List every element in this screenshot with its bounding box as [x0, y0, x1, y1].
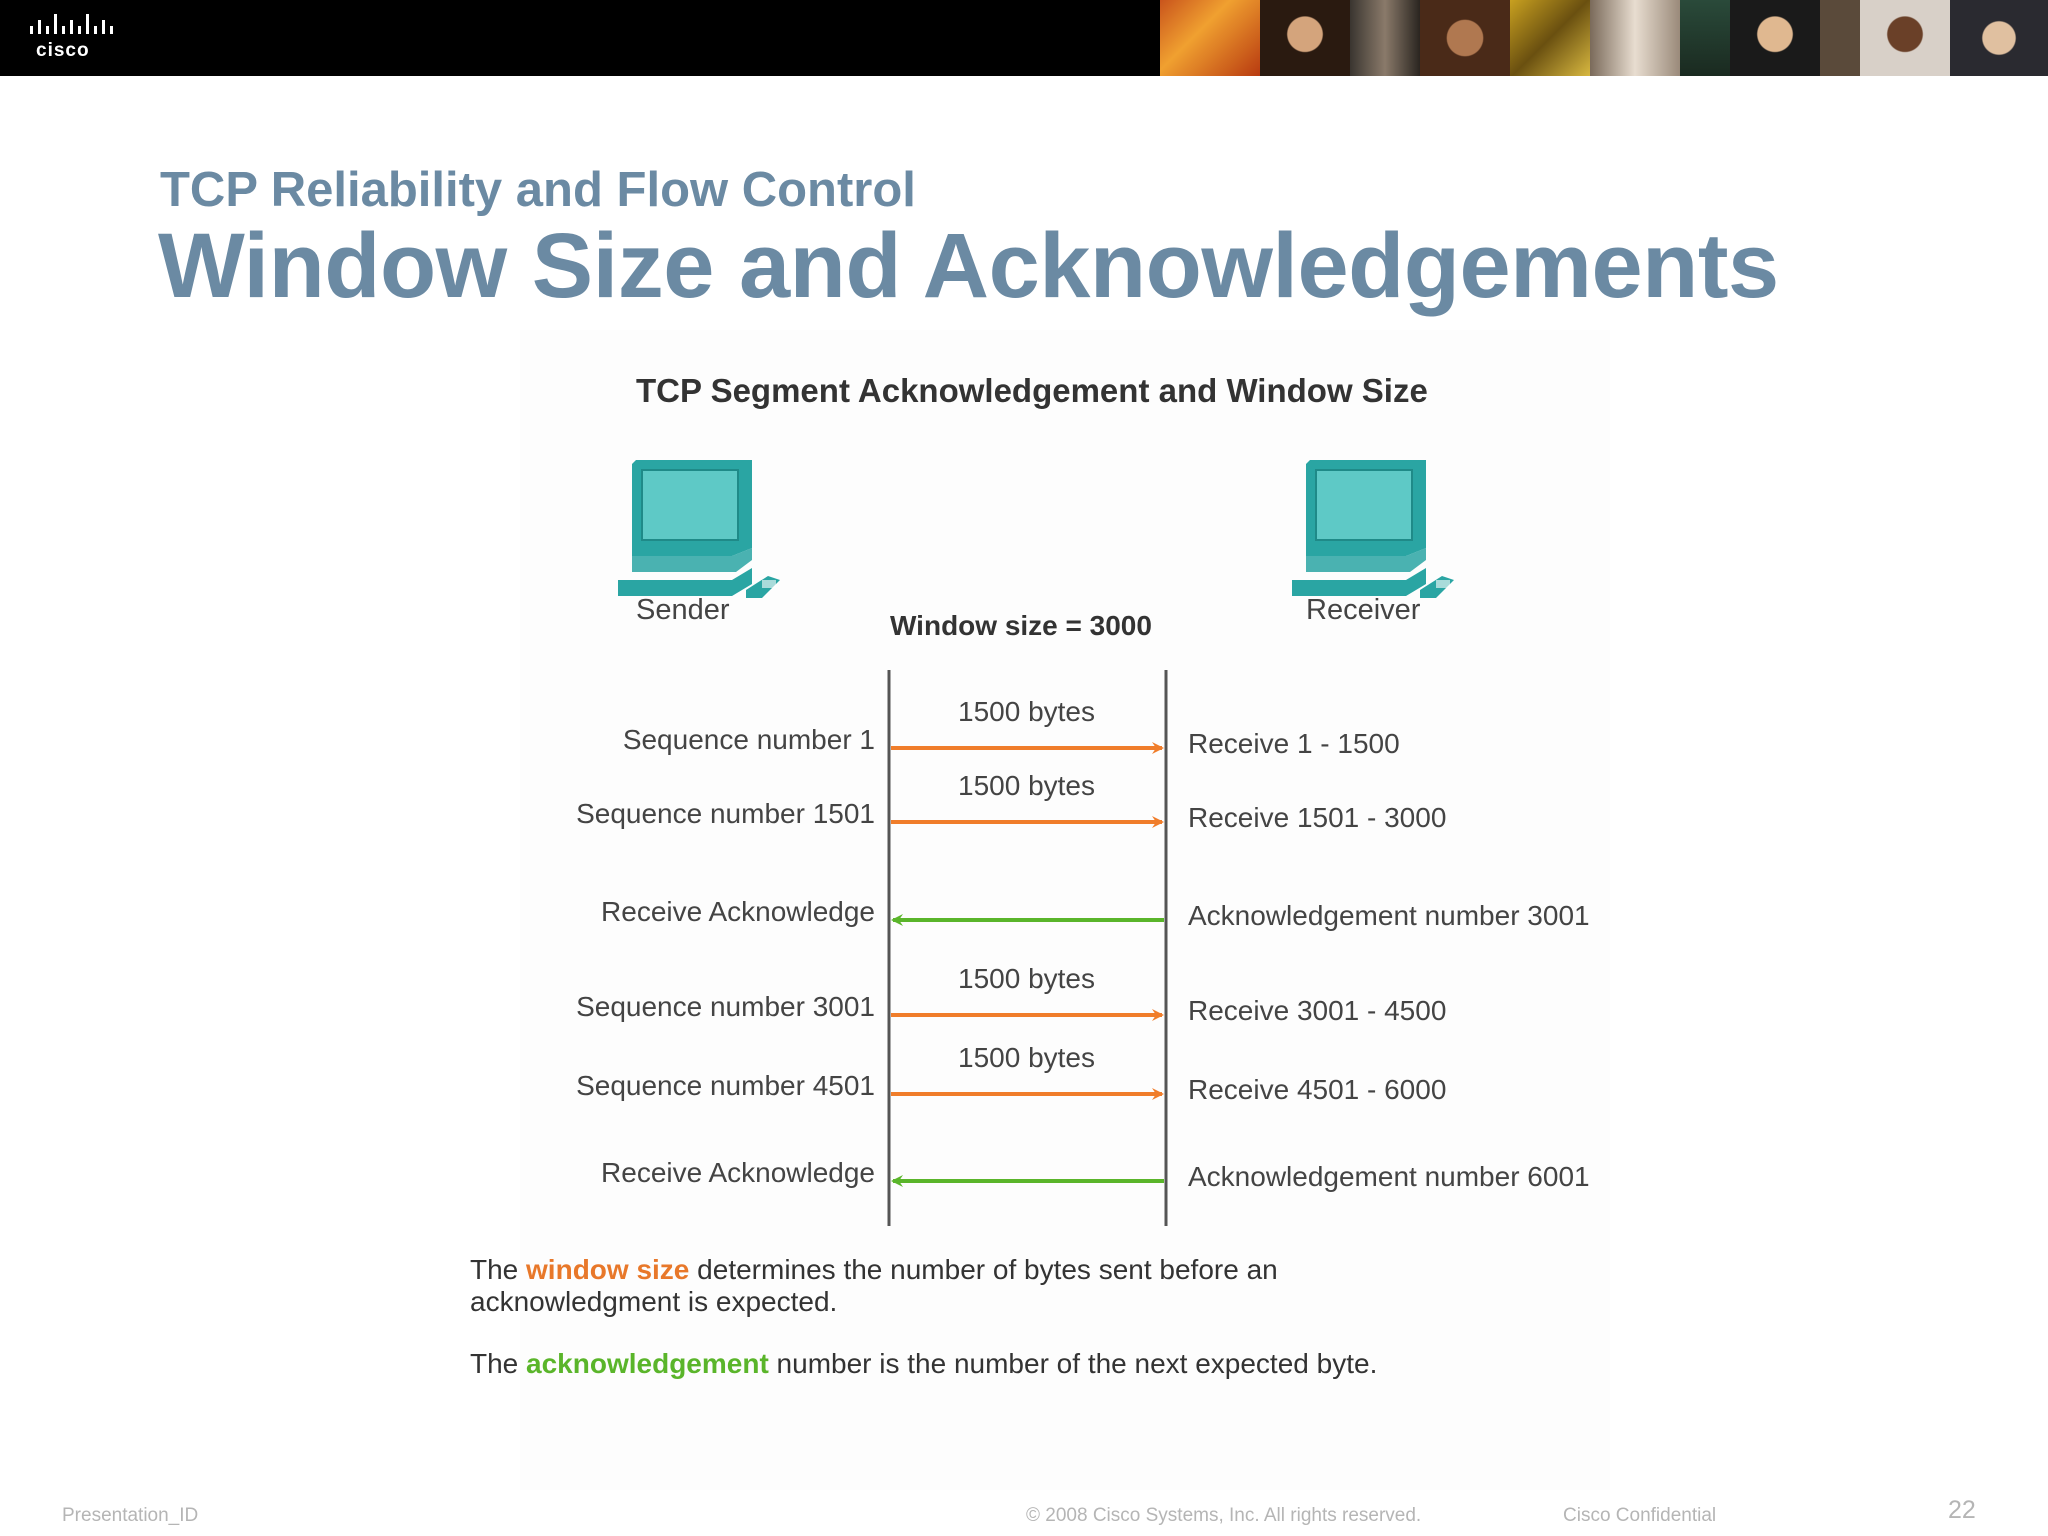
- caption-text: The: [470, 1254, 527, 1285]
- receiver-event-label: Acknowledgement number 3001: [1188, 900, 1590, 931]
- caption-text: The: [470, 1348, 527, 1379]
- sender-event-label: Sequence number 1: [622, 724, 875, 755]
- window-size-highlight: window size: [526, 1254, 690, 1285]
- receiver-event-label: Acknowledgement number 6001: [1188, 1161, 1590, 1192]
- segment-size-label: 1500 bytes: [958, 1042, 1095, 1073]
- receiver-event-label: Receive 4501 - 6000: [1188, 1074, 1447, 1105]
- diagram-title: TCP Segment Acknowledgement and Window Size: [636, 372, 1428, 409]
- receiver-event-label: Receive 1501 - 3000: [1188, 802, 1447, 833]
- segment-size-label: 1500 bytes: [958, 696, 1095, 727]
- caption-text: acknowledgment is expected.: [470, 1286, 838, 1317]
- sender-event-label: Sequence number 3001: [576, 991, 875, 1022]
- sender-label: Sender: [636, 594, 730, 626]
- caption-text: determines the number of bytes sent before an: [689, 1254, 1278, 1285]
- page-number: 22: [1948, 1496, 1976, 1524]
- slide-title: Window Size and Acknowledgements: [158, 215, 1779, 317]
- presentation-id: Presentation_ID: [62, 1505, 199, 1526]
- caption-text: number is the number of the next expected byte.: [768, 1348, 1378, 1379]
- acknowledgement-highlight: acknowledgement: [526, 1348, 769, 1379]
- receiver-event-label: Receive 3001 - 4500: [1188, 995, 1447, 1026]
- segment-size-label: 1500 bytes: [958, 963, 1095, 994]
- copyright: © 2008 Cisco Systems, Inc. All rights reserved.: [1026, 1505, 1422, 1526]
- confidential-label: Cisco Confidential: [1563, 1505, 1717, 1526]
- receiver-label: Receiver: [1306, 594, 1421, 626]
- window-size-caption: [470, 1254, 1278, 1318]
- acknowledgement-caption: [470, 1348, 1377, 1380]
- receiver-event-label: Receive 1 - 1500: [1188, 728, 1400, 759]
- slide-subtitle: TCP Reliability and Flow Control: [160, 163, 916, 217]
- cisco-logo-text: cisco: [36, 40, 90, 61]
- segment-size-label: 1500 bytes: [958, 770, 1095, 801]
- sender-event-label: Sequence number 4501: [576, 1070, 875, 1101]
- sender-event-label: Sequence number 1501: [576, 798, 875, 829]
- sender-event-label: Receive Acknowledge: [601, 1157, 875, 1188]
- sender-event-label: Receive Acknowledge: [601, 896, 875, 927]
- window-size-label: Window size = 3000: [890, 610, 1152, 641]
